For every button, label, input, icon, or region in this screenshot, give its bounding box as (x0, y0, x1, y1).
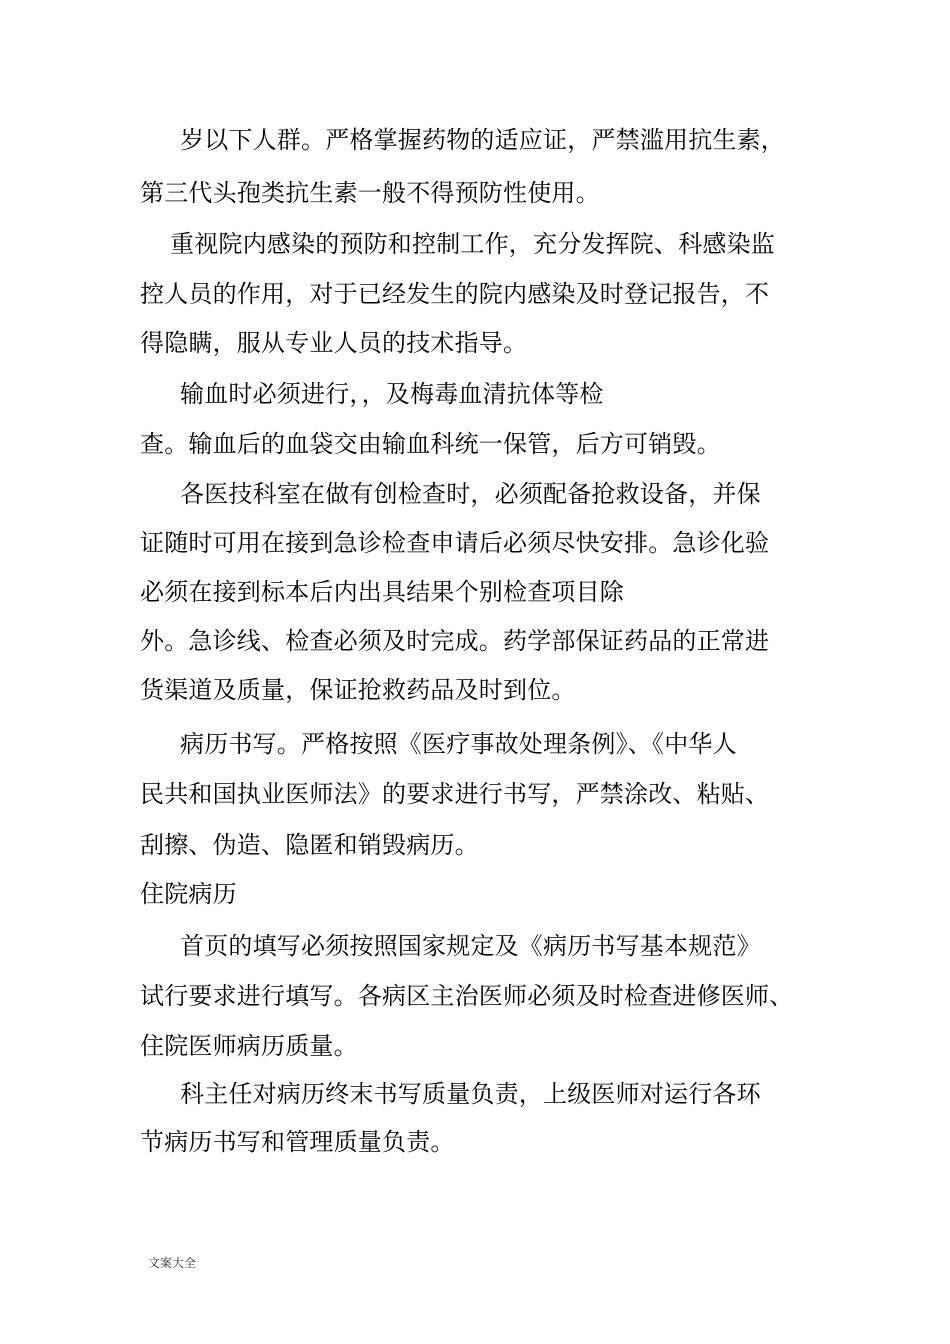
text-line: 必须在接到标本后内出具结果个别检查项目除 (140, 578, 624, 606)
text-line: 科主任对病历终末书写质量负责，上级医师对运行各环 (180, 1080, 761, 1108)
text-line: 首页的填写必须按照国家规定及《病历书写基本规范》 (180, 932, 761, 960)
text-line: 货渠道及质量，保证抢救药品及时到位。 (140, 676, 576, 704)
section-heading: 住院病历 (140, 880, 237, 908)
text-line: 节病历书写和管理质量负责。 (140, 1128, 455, 1156)
text-line: 刮擦、伪造、隐匿和销毁病历。 (140, 831, 479, 859)
text-line: 岁以下人群。严格掌握药物的适应证，严禁滥用抗生素， (180, 126, 785, 154)
text-line: 得隐瞒，服从专业人员的技术指导。 (140, 329, 528, 357)
text-line: 输血时必须进行，，及梅毒血清抗体等检 (180, 380, 604, 408)
text-line: 民共和国执业医师法》的要求进行书写，严禁涂改、粘贴、 (140, 780, 770, 808)
text-line: 试行要求进行填写。各病区主治医师必须及时检查进修医师、 (140, 982, 794, 1010)
text-line: 查。输血后的血袋交由输血科统一保管，后方可销毁。 (140, 430, 721, 458)
text-line: 控人员的作用，对于已经发生的院内感染及时登记报告，不 (140, 280, 770, 308)
text-line: 证随时可用在接到急诊检查申请后必须尽快安排。急诊化验 (140, 529, 770, 557)
text-line: 各医技科室在做有创检查时，必须配备抢救设备，并保 (180, 480, 761, 508)
text-line: 第三代头孢类抗生素一般不得预防性使用。 (140, 179, 600, 207)
text-line: 住院医师病历质量。 (140, 1032, 358, 1060)
text-line: 外。急诊线、检查必须及时完成。药学部保证药品的正常进 (140, 627, 770, 655)
text-line: 病历书写。严格按照《医疗事故处理条例》、《中华人 (180, 730, 737, 758)
page-footer: 文案大全 (148, 1256, 197, 1270)
text-line: 重视院内感染的预防和控制工作，充分发挥院、科感染监 (170, 230, 775, 258)
